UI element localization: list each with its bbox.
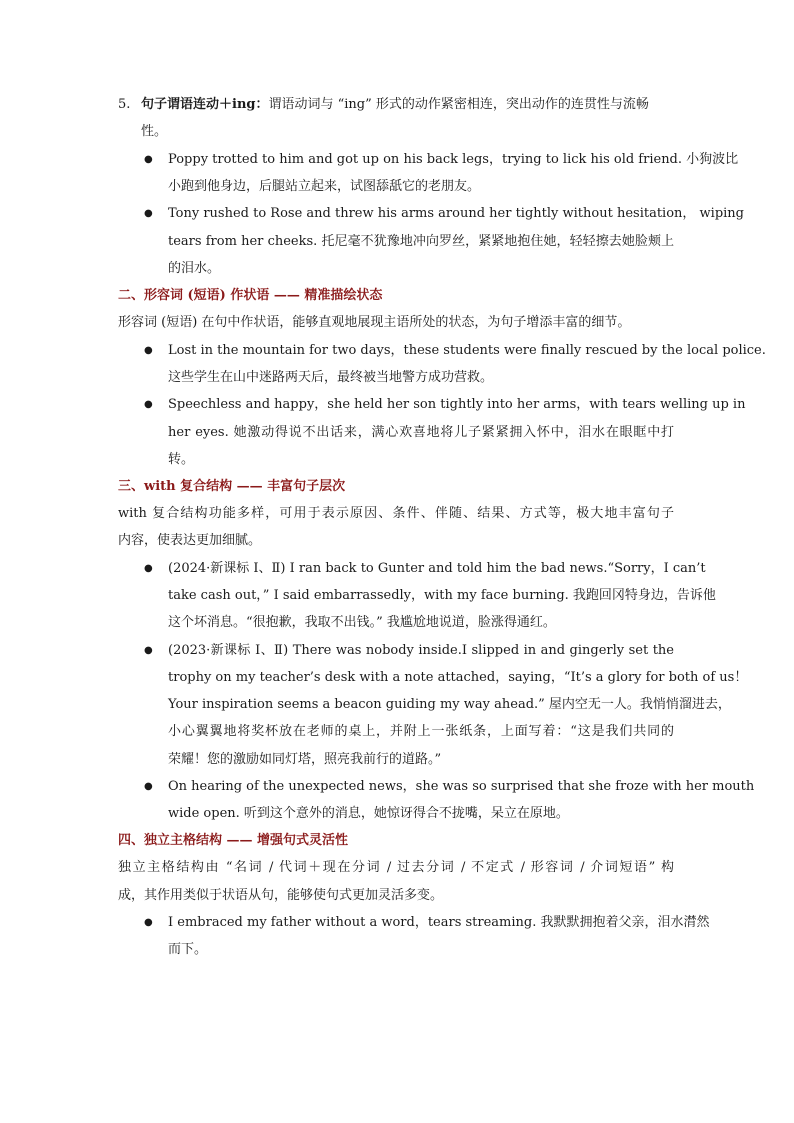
s3-b3-line1: On hearing of the unexpected news，she was so surprised that she froze with her mouth bbox=[168, 779, 755, 794]
section-5-number: 5. bbox=[118, 97, 131, 112]
section-3-heading: 三、with 复合结构 —— 丰富句子层次 bbox=[118, 479, 346, 494]
s2-b1-line1: Lost in the mountain for two days，these students were finally rescued by the local police. bbox=[168, 343, 766, 358]
bullet-icon: ● bbox=[144, 781, 153, 792]
s5-b2-line3: 的泪水。 bbox=[168, 261, 221, 276]
section-4-desc-line2: 成，其作用类似于状语从句，能够使句式更加灵活多变。 bbox=[118, 888, 444, 903]
section-2-heading: 二、形容词 (短语) 作状语 —— 精准描绘状态 bbox=[118, 288, 383, 303]
bullet-icon: ● bbox=[144, 645, 153, 656]
s2-b1-line2: 这些学生在山中迷路两天后，最终被当地警方成功营救。 bbox=[168, 370, 494, 385]
s5-b1-line2: 小跑到他身边，后腿站立起来，试图舔舐它的老朋友。 bbox=[168, 179, 481, 194]
section-5-desc-line2: 性。 bbox=[141, 124, 168, 139]
s3-b2-line4: 小心翼翼地将奖杯放在老师的桌上，并附上一张纸条，上面写着：“这是我们共同的 bbox=[168, 724, 674, 739]
bullet-icon: ● bbox=[144, 399, 153, 410]
s2-b2-line3: 转。 bbox=[168, 452, 195, 467]
s3-b2-line3: Your inspiration seems a beacon guiding my way ahead.” 屋内空无一人。我悄悄溜进去， bbox=[168, 697, 731, 712]
s3-b2-line1: (2023·新课标 Ⅰ、Ⅱ) There was nobody inside.I slipped in and gingerly set the bbox=[168, 643, 674, 658]
s4-b1-line1: I embraced my father without a word，tears streaming. 我默默拥抱着父亲，泪水潸然 bbox=[168, 915, 710, 930]
s3-b3-line2: wide open. 听到这个意外的消息，她惊讶得合不拢嘴，呆立在原地。 bbox=[168, 806, 569, 821]
s3-b2-line5: 荣耀！您的激励如同灯塔，照亮我前行的道路。” bbox=[168, 752, 442, 767]
bullet-icon: ● bbox=[144, 917, 153, 928]
s3-b2-line2: trophy on my teacher’s desk with a note attached，saying，“It’s a glory for both of us！ bbox=[168, 670, 748, 685]
s3-b1-line2: take cash out，” I said embarrassedly，with my face burning. 我跑回冈特身边，告诉他 bbox=[168, 588, 716, 603]
bullet-icon: ● bbox=[144, 208, 153, 219]
section-5-title: 句子谓语连动＋ing： bbox=[141, 97, 269, 112]
s5-b1-line1: Poppy trotted to him and got up on his back legs，trying to lick his old friend. 小狗波比 bbox=[168, 152, 739, 167]
section-5-desc-line1: 谓语动词与 “ing” 形式的动作紧密相连，突出动作的连贯性与流畅 bbox=[268, 97, 649, 112]
s2-b2-line2: her eyes. 她激动得说不出话来，满心欢喜地将儿子紧紧拥入怀中，泪水在眼眶中打 bbox=[168, 425, 674, 440]
section-2-desc: 形容词 (短语) 在句中作状语，能够直观地展现主语所处的状态，为句子增添丰富的细节。 bbox=[118, 315, 631, 330]
section-4-heading: 四、独立主格结构 —— 增强句式灵活性 bbox=[118, 833, 349, 848]
bullet-icon: ● bbox=[144, 154, 153, 165]
bullet-icon: ● bbox=[144, 563, 153, 574]
s5-b2-line1: Tony rushed to Rose and threw his arms around her tightly without hesitation， wiping bbox=[168, 206, 744, 221]
section-3-desc-line1: with 复合结构功能多样，可用于表示原因、条件、伴随、结果、方式等，极大地丰富句子 bbox=[118, 506, 674, 521]
section-5-intro bbox=[141, 96, 674, 114]
s3-b1-line3: 这个坏消息。“很抱歉，我取不出钱。” 我尴尬地说道，脸涨得通红。 bbox=[168, 615, 556, 630]
section-4-desc-line1: 独立主格结构由 “名词 / 代词＋现在分词 / 过去分词 / 不定式 / 形容词 / 介词短语” 构 bbox=[118, 860, 674, 875]
s5-b2-line2: tears from her cheeks. 托尼毫不犹豫地冲向罗丝，紧紧地抱住她，轻轻擦去她脸颊上 bbox=[168, 234, 674, 249]
s2-b2-line1: Speechless and happy，she held her son tightly into her arms，with tears welling up in bbox=[168, 397, 746, 412]
section-3-desc-line2: 内容，使表达更加细腻。 bbox=[118, 533, 262, 548]
s3-b1-line1: (2024·新课标 Ⅰ、Ⅱ) I ran back to Gunter and told him the bad news.“Sorry，I can’t bbox=[168, 561, 706, 576]
s4-b1-line2: 而下。 bbox=[168, 942, 208, 957]
bullet-icon: ● bbox=[144, 345, 153, 356]
